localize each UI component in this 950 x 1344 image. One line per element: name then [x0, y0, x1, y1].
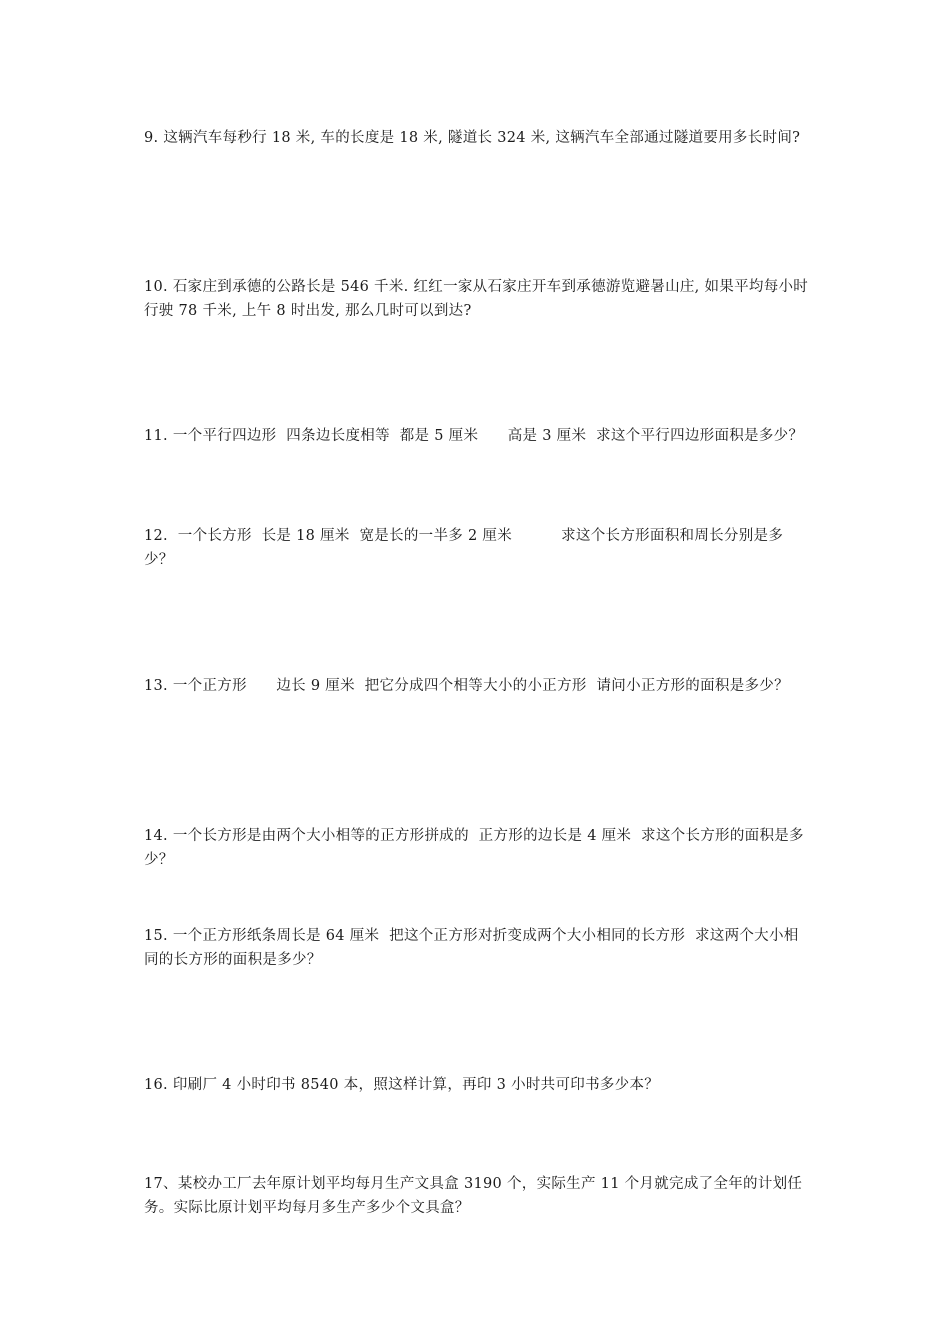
problem-12: 12. 一个长方形 长是 18 厘米 宽是长的一半多 2 厘米 求这个长方形面积和周长分别是多少？: [144, 528, 784, 568]
problem-10: 10. 石家庄到承德的公路长是 546 千米. 红红一家从石家庄开车到承德游览避暑山庄, 如果平均每小时行驶 78 千米, 上午 8 时出发, 那么几时可以到达?: [144, 279, 809, 319]
problem-17: 17、某校办工厂去年原计划平均每月生产文具盒 3190 个，实际生产 11 个月就完成了全年的计划任务。实际比原计划平均每月多生产多少个文具盒？: [144, 1176, 803, 1216]
problem-9: 9. 这辆汽车每秒行 18 米, 车的长度是 18 米, 隧道长 324 米, 这辆汽车全部通过隧道要用多长时间?: [144, 130, 801, 146]
problem-13: 13. 一个正方形 边长 9 厘米 把它分成四个相等大小的小正方形 请问小正方形的面积是多少？: [144, 678, 789, 694]
problem-16: 16. 印刷厂 4 小时印书 8540 本，照这样计算，再印 3 小时共可印书多少本？: [144, 1077, 660, 1093]
problem-11: 11. 一个平行四边形 四条边长度相等 都是 5 厘米 高是 3 厘米 求这个平行四边形面积是多少？: [144, 428, 804, 444]
problem-15: 15. 一个正方形纸条周长是 64 厘米 把这个正方形对折变成两个大小相同的长方形 求这两个大小相同的长方形的面积是多少？: [144, 928, 799, 968]
problem-14: 14. 一个长方形是由两个大小相等的正方形拼成的 正方形的边长是 4 厘米 求这个长方形的面积是多少？: [144, 828, 804, 868]
